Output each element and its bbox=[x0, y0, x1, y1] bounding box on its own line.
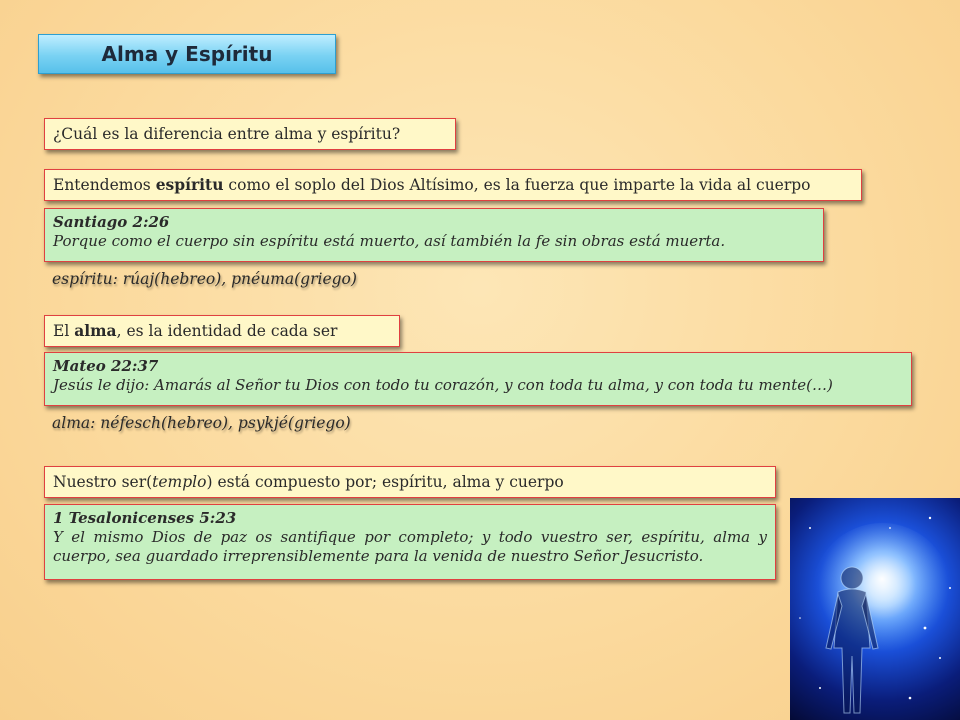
soul-definition-box bbox=[44, 315, 400, 347]
slide-title-text: Alma y Espíritu bbox=[101, 42, 273, 66]
verse-tesalonicenses-box bbox=[44, 504, 776, 580]
verse-text: Y el mismo Dios de paz os santifique por completo; y todo vuestro ser, espíritu, alma y cuerpo, sea guardado irreprensiblemente para la venida de nuestro Señor Jesucristo. bbox=[53, 528, 767, 565]
being-definition-box bbox=[44, 466, 776, 498]
figure-illustration bbox=[790, 498, 960, 720]
being-definition-text bbox=[53, 472, 564, 492]
question-text: ¿Cuál es la diferencia entre alma y espíritu? bbox=[53, 125, 401, 143]
being-def-italic: templo bbox=[152, 473, 207, 491]
spirit-definition-text bbox=[53, 175, 811, 195]
soul-def-bold: alma bbox=[74, 321, 117, 340]
soul-definition-text bbox=[53, 321, 337, 341]
being-def-after: ) está compuesto por; espíritu, alma y cuerpo bbox=[206, 473, 564, 491]
verse-reference: 1 Tesalonicenses 5:23 bbox=[53, 509, 237, 527]
being-def-before: Nuestro ser( bbox=[53, 473, 153, 491]
verse-reference: Santiago 2:26 bbox=[53, 213, 170, 231]
question-box bbox=[44, 118, 456, 150]
soul-def-after: , es la identidad de cada ser bbox=[116, 322, 338, 340]
glowing-human-figure-image bbox=[790, 498, 960, 720]
spirit-def-bold: espíritu bbox=[155, 175, 224, 194]
spirit-definition-box bbox=[44, 169, 862, 201]
slide-title bbox=[38, 34, 336, 74]
spirit-def-before: Entendemos bbox=[53, 176, 156, 194]
soul-def-before: El bbox=[53, 322, 75, 340]
verse-mateo-box bbox=[44, 352, 912, 406]
verse-santiago-box bbox=[44, 208, 824, 262]
spirit-def-after: como el soplo del Dios Altísimo, es la fuerza que imparte la vida al cuerpo bbox=[223, 176, 811, 194]
verse-reference: Mateo 22:37 bbox=[53, 357, 159, 375]
verse-text: Porque como el cuerpo sin espíritu está muerto, así también la fe sin obras está muerta. bbox=[53, 232, 726, 250]
verse-text: Jesús le dijo: Amarás al Señor tu Dios con todo tu corazón, y con toda tu alma, y con toda tu mente(…) bbox=[53, 376, 833, 394]
soul-etymology-note: alma: néfesch(hebreo), psykjé(griego) bbox=[52, 414, 351, 432]
spirit-etymology-note: espíritu: rúaj(hebreo), pnéuma(griego) bbox=[52, 270, 357, 288]
